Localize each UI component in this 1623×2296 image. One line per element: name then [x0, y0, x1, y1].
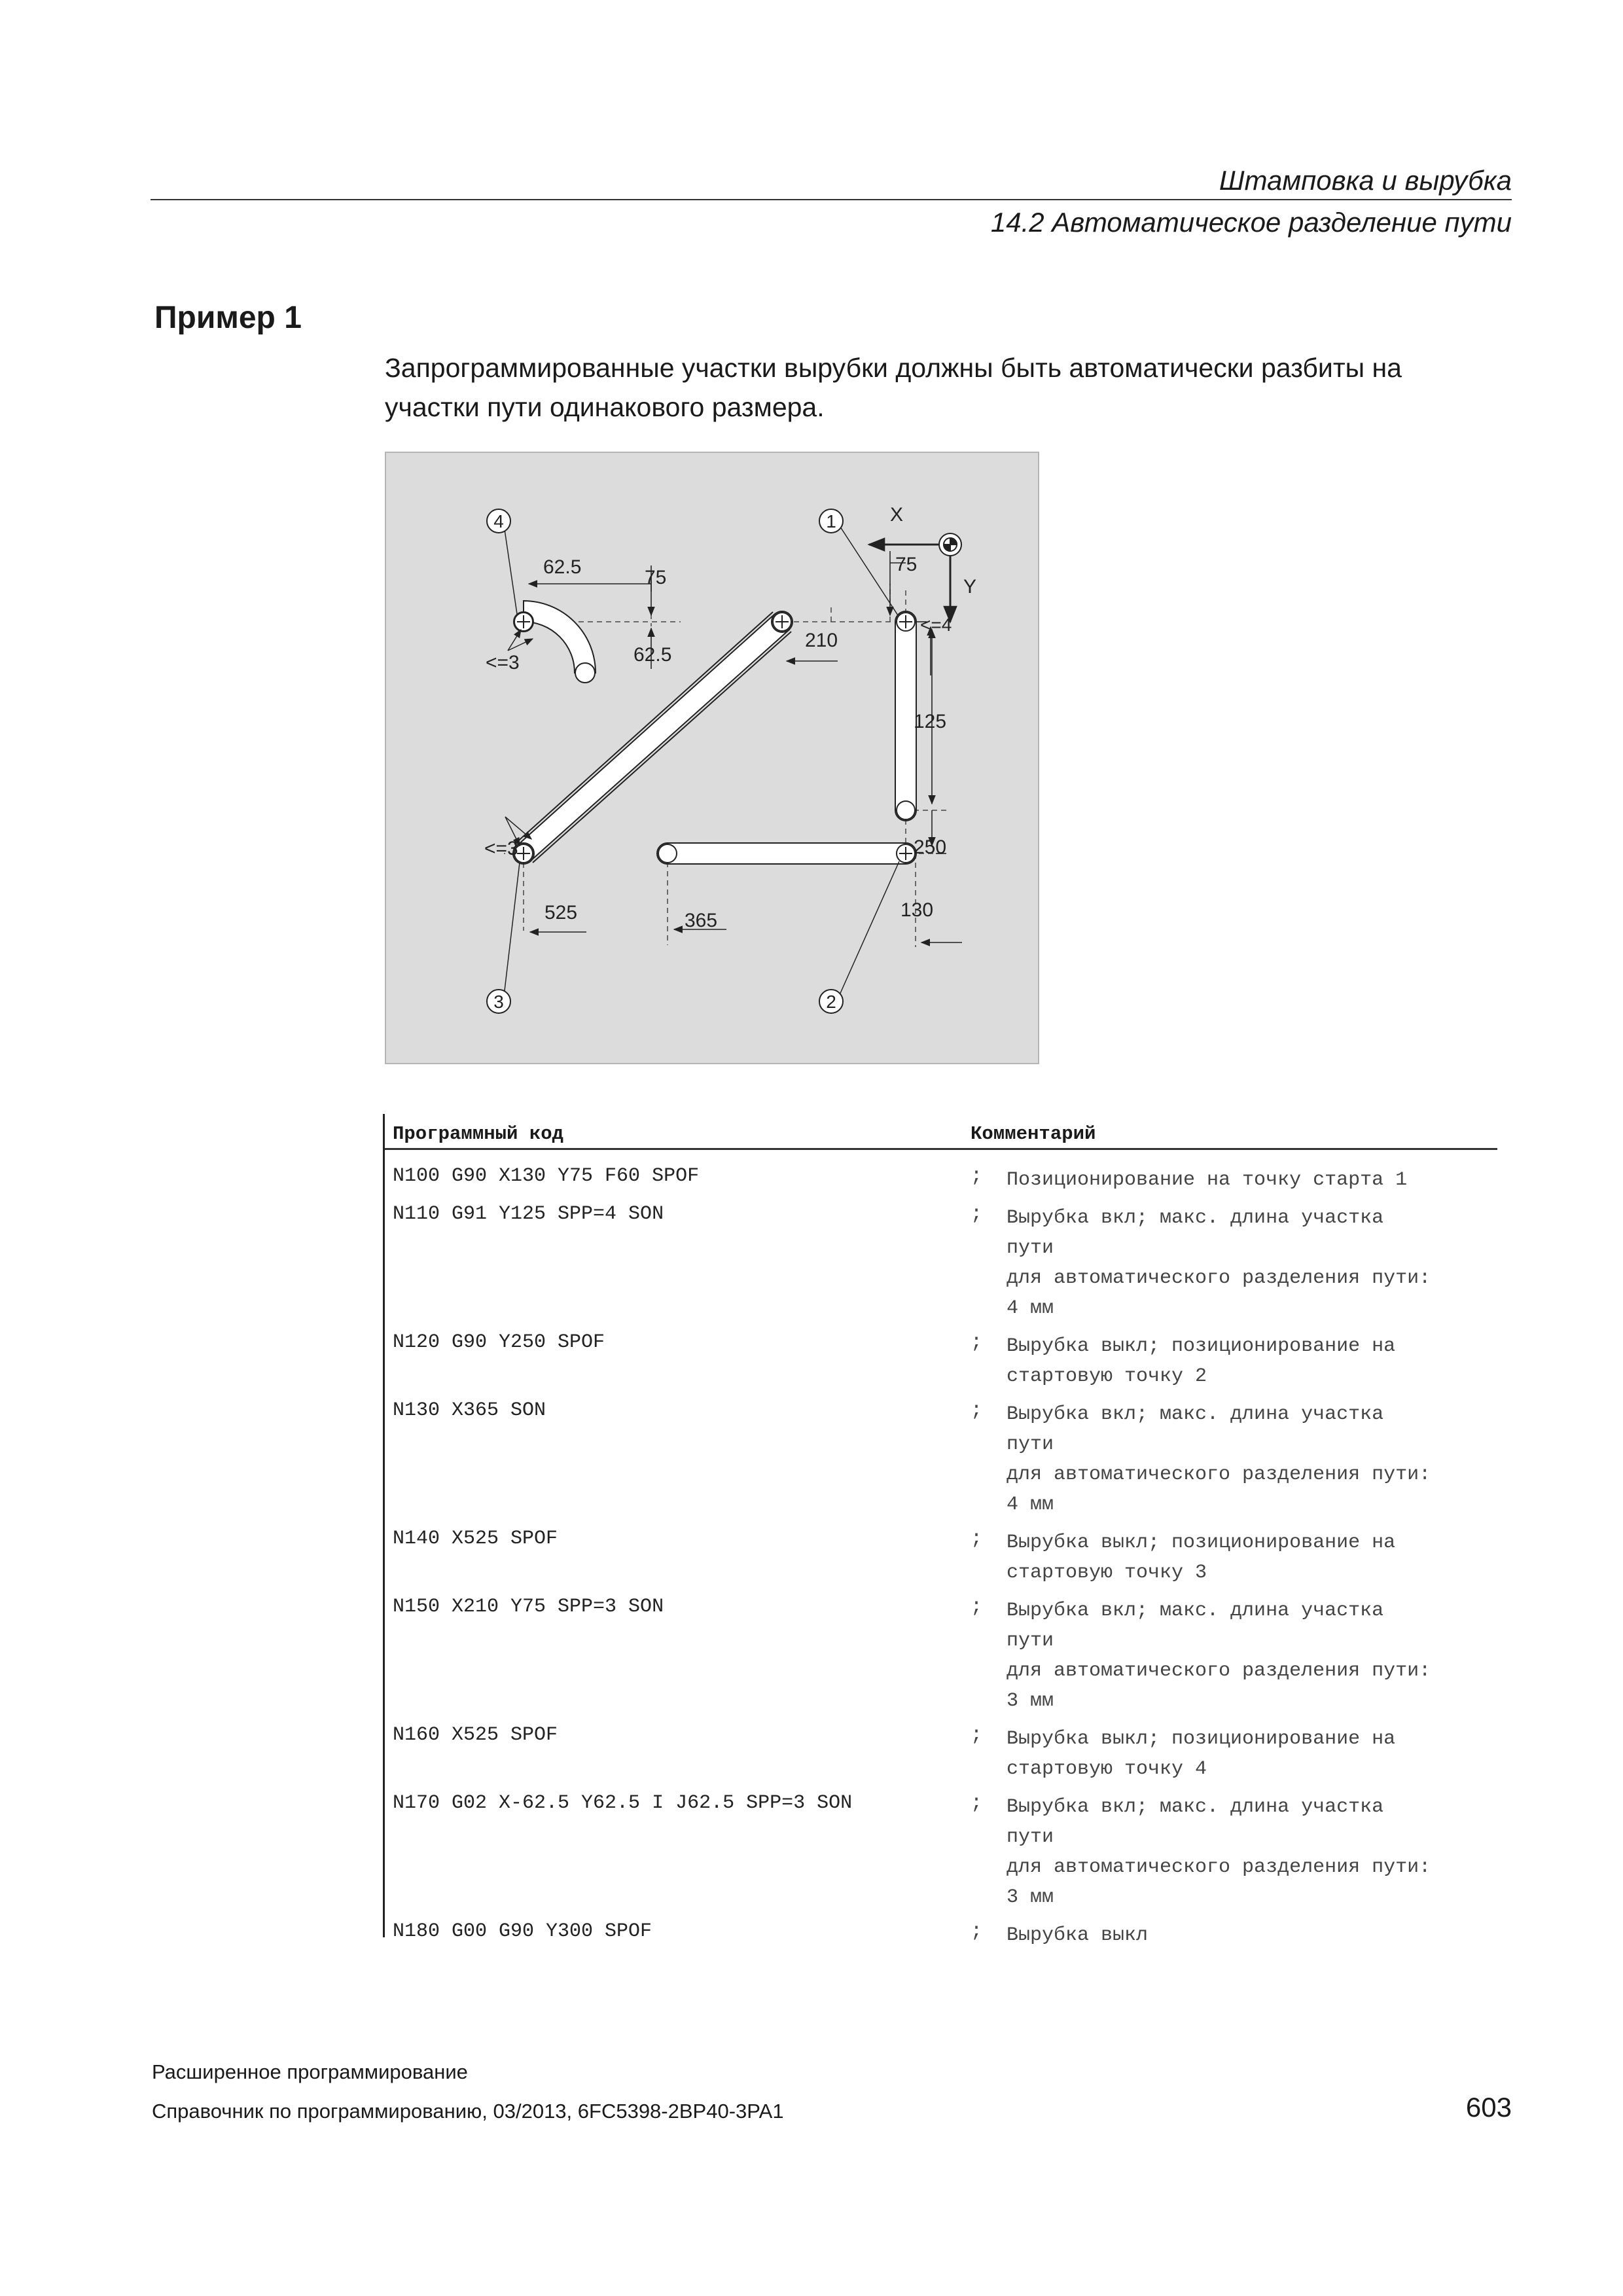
start-point-4 — [514, 613, 533, 631]
program-comment — [1007, 1528, 1395, 1588]
program-comment — [1007, 1331, 1395, 1391]
col-code-header: Программный код — [393, 1123, 564, 1145]
comment-line: 3 мм — [1007, 1690, 1054, 1712]
page-number: 603 — [1465, 2092, 1512, 2123]
comment-line: для автоматического разделения пути: — [1007, 1463, 1431, 1486]
program-comment — [1007, 1165, 1407, 1195]
header-section: 14.2 Автоматическое разделение пути — [990, 207, 1512, 238]
comment-separator: ; — [971, 1920, 983, 1943]
comment-line: пути — [1007, 1630, 1054, 1652]
coordinate-origin — [869, 533, 961, 622]
program-code: N110 G91 Y125 SPP=4 SON — [393, 1203, 664, 1225]
point-label-3: 3 — [493, 992, 504, 1012]
dim-tol-diag: <=3 — [484, 838, 518, 859]
dim-arc-radius: 62.5 — [633, 644, 672, 666]
program-comment — [1007, 1792, 1431, 1912]
comment-line: пути — [1007, 1826, 1054, 1848]
comment-line: Позиционирование на точку старта 1 — [1007, 1169, 1408, 1191]
comment-line: 4 мм — [1007, 1494, 1054, 1516]
footer-book-title: Расширенное программирование — [152, 2060, 468, 2083]
comment-separator: ; — [971, 1596, 983, 1618]
program-code: N120 G90 Y250 SPOF — [393, 1331, 605, 1354]
header-chapter: Штамповка и вырубка — [1219, 165, 1512, 196]
dim-525: 525 — [544, 902, 578, 924]
dim-arc-y: 75 — [645, 567, 667, 588]
program-code: N150 X210 Y75 SPP=3 SON — [393, 1596, 664, 1618]
example-title: Пример 1 — [154, 300, 302, 335]
dim-130: 130 — [901, 899, 934, 921]
axis-x-label: X — [890, 504, 904, 526]
intro-line-1: Запрограммированные участки вырубки должны быть автоматически разбиты на — [385, 353, 1402, 383]
dim-250: 250 — [914, 836, 947, 858]
comment-line: для автоматического разделения пути: — [1007, 1856, 1431, 1878]
comment-line: стартовую точку 2 — [1007, 1365, 1207, 1388]
program-comment — [1007, 1399, 1431, 1520]
comment-separator: ; — [971, 1165, 983, 1187]
comment-line: Вырубка вкл; макс. длина участка — [1007, 1796, 1384, 1818]
comment-separator: ; — [971, 1331, 983, 1354]
comment-line: для автоматического разделения пути: — [1007, 1660, 1431, 1682]
program-code: N180 G00 G90 Y300 SPOF — [393, 1920, 652, 1943]
dim-75-start: 75 — [895, 554, 918, 575]
program-comment — [1007, 1724, 1395, 1784]
program-code: N130 X365 SON — [393, 1399, 546, 1422]
dim-tol-vertical: <=4 — [920, 615, 952, 635]
comment-line: пути — [1007, 1433, 1054, 1456]
axis-y-label: Y — [963, 576, 977, 598]
dim-tol-arc: <=3 — [486, 652, 520, 673]
program-comment — [1007, 1596, 1431, 1716]
dim-365: 365 — [685, 910, 718, 931]
point-label-1: 1 — [826, 511, 836, 531]
comment-line: стартовую точку 4 — [1007, 1758, 1207, 1780]
program-code: N100 G90 X130 Y75 F60 SPOF — [393, 1165, 700, 1187]
start-point-2 — [897, 844, 915, 863]
program-code: N170 G02 X-62.5 Y62.5 I J62.5 SPP=3 SON — [393, 1792, 853, 1814]
point-label-2: 2 — [826, 992, 836, 1012]
comment-separator: ; — [971, 1792, 983, 1814]
start-point-1 — [897, 613, 915, 631]
program-code: N160 X525 SPOF — [393, 1724, 558, 1746]
comment-line: Вырубка вкл; макс. длина участка — [1007, 1403, 1384, 1426]
point-label-4: 4 — [493, 511, 504, 531]
table-header — [385, 1114, 1497, 1150]
footer-manual-info: Справочник по программированию, 03/2013, 6FC5398-2BP40-3PA1 — [152, 2100, 784, 2123]
comment-line: для автоматического разделения пути: — [1007, 1267, 1431, 1289]
dim-125: 125 — [914, 711, 947, 732]
program-code: N140 X525 SPOF — [393, 1528, 558, 1550]
comment-line: 3 мм — [1007, 1886, 1054, 1909]
comment-line: Вырубка выкл; позиционирование на — [1007, 1335, 1396, 1357]
comment-line: 4 мм — [1007, 1297, 1054, 1319]
comment-line: стартовую точку 3 — [1007, 1562, 1207, 1584]
punching-diagram — [386, 453, 1041, 1066]
comment-line: пути — [1007, 1237, 1054, 1259]
slot-horizontal — [657, 843, 916, 864]
intro-paragraph — [385, 348, 1471, 427]
comment-line: Вырубка выкл; позиционирование на — [1007, 1532, 1396, 1554]
program-comment — [1007, 1203, 1431, 1323]
diag-end-point — [773, 613, 791, 631]
header-rule — [151, 199, 1512, 200]
dim-arc-x: 62.5 — [543, 556, 582, 578]
comment-separator: ; — [971, 1203, 983, 1225]
comment-line: Вырубка вкл; макс. длина участка — [1007, 1600, 1384, 1622]
program-table — [383, 1114, 1497, 1946]
comment-separator: ; — [971, 1528, 983, 1550]
comment-line: Вырубка выкл; позиционирование на — [1007, 1728, 1396, 1750]
intro-line-2: участки пути одинакового размера. — [385, 392, 825, 422]
punching-figure — [385, 452, 1039, 1064]
comment-line: Вырубка вкл; макс. длина участка — [1007, 1207, 1384, 1229]
comment-separator: ; — [971, 1399, 983, 1422]
col-comment-header: Комментарий — [971, 1123, 1096, 1145]
dim-210: 210 — [805, 630, 838, 651]
program-comment — [1007, 1920, 1148, 1950]
comment-line: Вырубка выкл — [1007, 1924, 1149, 1946]
comment-separator: ; — [971, 1724, 983, 1746]
